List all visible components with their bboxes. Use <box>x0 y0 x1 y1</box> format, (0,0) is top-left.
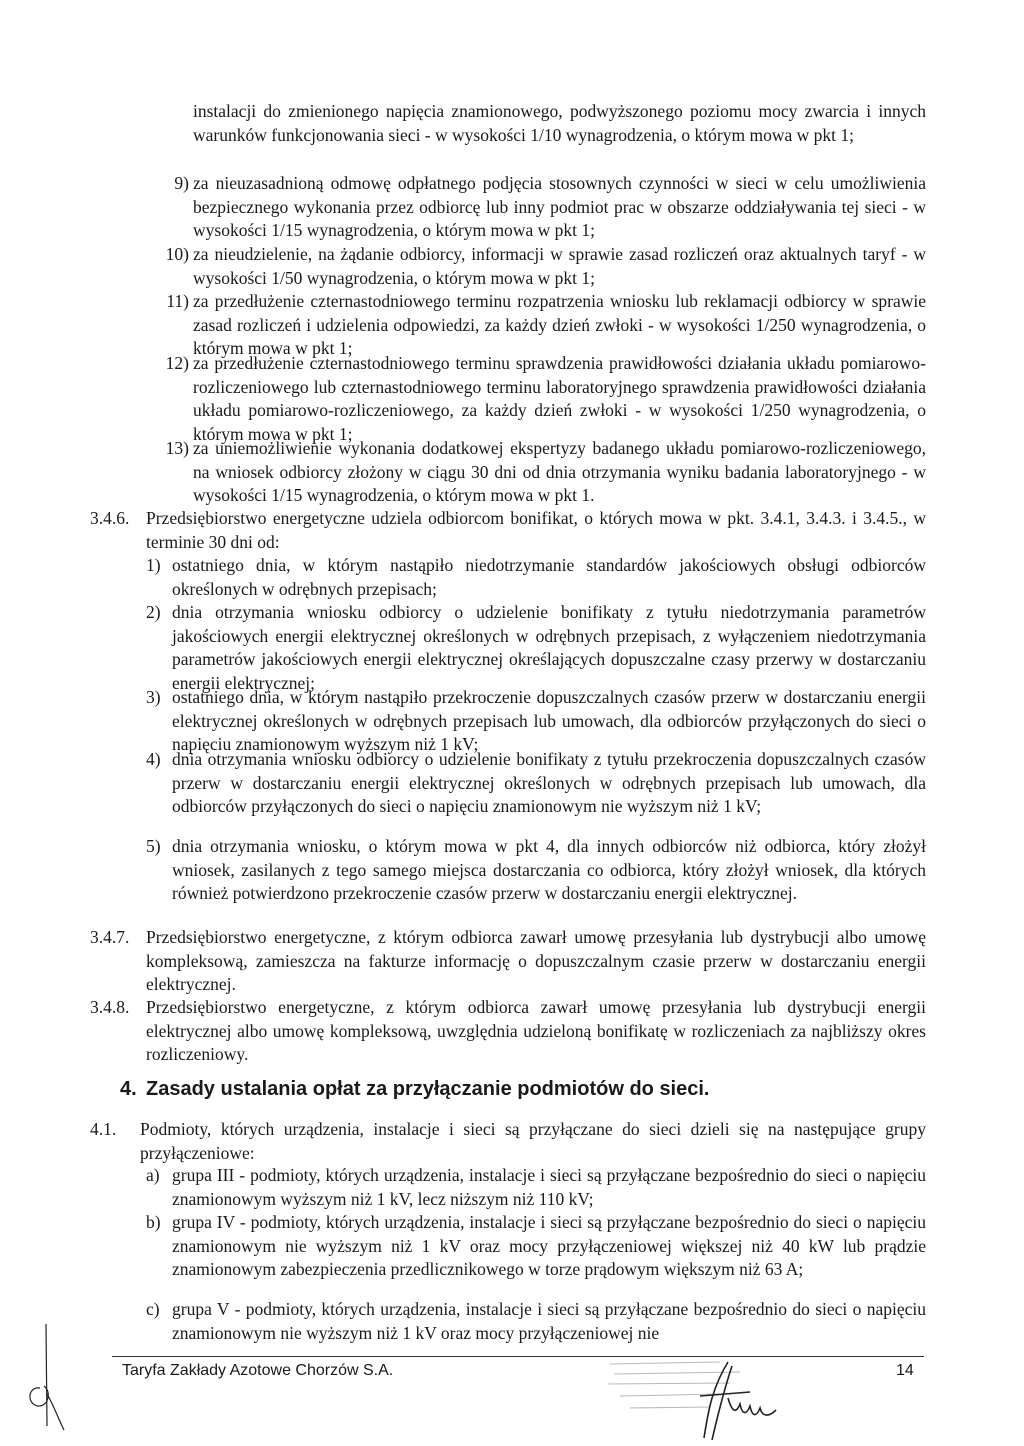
paragraph-number: 3.4.7. <box>90 927 130 947</box>
item-number: a) <box>146 1165 160 1185</box>
item-number: 1) <box>146 555 161 575</box>
item-number: c) <box>146 1299 160 1319</box>
point-text: za uniemożliwienie wykonania dodatkowej ekspertyzy badanego układu pomiarowo-rozliczeniowego, na wniosek odbiorcy złożony w ciągu 30 dni od dnia otrzymania wyniku badania laboratoryjnego - w wysokości 1/15 wynagrodzenia, o którym mowa w pkt 1. <box>193 438 926 505</box>
paragraph-text: Przedsiębiorstwo energetyczne udziela odbiorcom bonifikat, o których mowa w pkt. 3.4.1, 3.4.3. i 3.4.5., w terminie 30 dni od: <box>146 508 926 552</box>
point-text: za przedłużenie czternastodniowego terminu rozpatrzenia wniosku lub reklamacji odbiorcy w sprawie zasad rozliczeń i udzielenia odpowiedzi, za każdy dzień zwłoki - w wysokości 1/250 wynagrodzenia, o którym mowa w pkt 1; <box>193 291 926 358</box>
item-text: dnia otrzymania wniosku odbiorcy o udzielenie bonifikaty z tytułu przekroczenia dopuszczalnych czasów przerw w dostarczaniu energii elektrycznej określonych w odrębnych przepisach lub umowach, dla odbiorców przyłączonych do sieci o napięciu znamionowym nie wyższym niż 1 kV; <box>172 749 926 816</box>
paragraph-number: 4.1. <box>90 1119 117 1139</box>
item-text: dnia otrzymania wniosku odbiorcy o udzielenie bonifikaty z tytułu niedotrzymania parametrów jakościowych energii elektrycznej określonych w odrębnych przepisach, z wyłączeniem niedotrzymania parametrów jakościowych energii elektrycznej określających dopuszczalne czasy przerwy w dostarczaniu energii elektrycznej; <box>172 602 926 693</box>
item-number: 5) <box>146 836 161 856</box>
footer-title: Taryfa Zakłady Azotowe Chorzów S.A. <box>122 1362 394 1379</box>
point-number: 10) <box>165 244 189 264</box>
continuation-paragraph: instalacji do zmienionego napięcia znamionowego, podwyższonego poziomu mocy zwarcia i innych warunków funkcjonowania sieci - w wysokości 1/10 wynagrodzenia, o którym mowa w pkt 1; <box>193 101 926 145</box>
point-text: za nieuzasadnioną odmowę odpłatnego podjęcia stosownych czynności w sieci w celu umożliwienia bezpiecznego wykonania przez odbiorcę lub inny podmiot prac w obszarze oddziaływania tej sieci - w wysokości 1/15 wynagrodzenia, o którym mowa w pkt 1; <box>193 173 926 240</box>
section-heading <box>120 1076 709 1102</box>
item-number: 2) <box>146 602 161 622</box>
point-text: za nieudzielenie, na żądanie odbiorcy, informacji w sprawie zasad rozliczeń oraz aktualnych taryf - w wysokości 1/50 wynagrodzenia, o którym mowa w pkt 1; <box>193 244 926 288</box>
item-number: 4) <box>146 749 161 769</box>
paragraph-text: Przedsiębiorstwo energetyczne, z którym odbiorca zawarł umowę przesyłania lub dystrybucji albo umowę kompleksową, zamieszcza na fakturze informację o dopuszczalnym czasie przerw w dostarczaniu energii elektrycznej. <box>146 927 926 994</box>
point-number: 9) <box>174 173 189 193</box>
point-number: 11) <box>166 291 189 311</box>
footer-rule <box>112 1356 924 1357</box>
item-text: grupa V - podmioty, których urządzenia, instalacje i sieci są przyłączane bezpośrednio do sieci o napięciu znamionowym nie wyższym niż 1 kV oraz mocy przyłączeniowej nie <box>172 1299 926 1343</box>
point-number: 13) <box>165 438 189 458</box>
paragraph-text: Podmioty, których urządzenia, instalacje i sieci są przyłączane do sieci dzieli się na następujące grupy przyłączeniowe: <box>140 1119 926 1163</box>
stamp-signature <box>600 1352 800 1442</box>
item-number: 3) <box>146 687 161 707</box>
section-title: Zasady ustalania opłat za przyłączanie podmiotów do sieci. <box>146 1078 710 1100</box>
paragraph-number: 3.4.8. <box>90 997 130 1017</box>
paragraph-number: 3.4.6. <box>90 508 130 528</box>
section-number: 4. <box>120 1078 137 1100</box>
initials-mark <box>18 1322 78 1432</box>
paragraph-text: Przedsiębiorstwo energetyczne, z którym odbiorca zawarł umowę przesyłania lub dystrybucji energii elektrycznej albo umowę kompleksową, uwzględnia udzieloną bonifikatę w rozliczeniach za najbliższy okres rozliczeniowy. <box>146 997 926 1064</box>
page-number: 14 <box>896 1362 914 1379</box>
item-text: grupa III - podmioty, których urządzenia, instalacje i sieci są przyłączane bezpośrednio do sieci o napięciu znamionowym wyższym niż 1 kV, lecz niższym niż 110 kV; <box>172 1165 926 1209</box>
point-number: 12) <box>165 353 189 373</box>
item-number: b) <box>146 1212 161 1232</box>
item-text: dnia otrzymania wniosku, o którym mowa w pkt 4, dla innych odbiorców niż odbiorca, który złożył wniosek, zasilanych z tego samego miejsca dostarczania co odbiorca, który złożył wniosek, dla których również potwierdzono przekroczenie czasów przerw w dostarczaniu energii elektrycznej. <box>172 836 926 903</box>
point-text: za przedłużenie czternastodniowego terminu sprawdzenia prawidłowości działania układu pomiarowo-rozliczeniowego lub czternastodniowego terminu laboratoryjnego sprawdzenia prawidłowości działania układu pomiarowo-rozliczeniowego, za każdy dzień zwłoki - w wysokości 1/250 wynagrodzenia, o którym mowa w pkt 1; <box>193 353 926 444</box>
item-text: grupa IV - podmioty, których urządzenia, instalacje i sieci są przyłączane bezpośrednio do sieci o napięciu znamionowym nie wyższym niż 1 kV oraz mocy przyłączeniowej większej niż 40 kW lub prądzie znamionowym zabezpieczenia przedlicznikowego w torze prądowym większym niż 63 A; <box>172 1212 926 1279</box>
item-text: ostatniego dnia, w którym nastąpiło przekroczenie dopuszczalnych czasów przerw w dostarczaniu energii elektrycznej określonych w odrębnych przepisach lub umowach, dla odbiorców przyłączonych do sieci o napięciu znamionowym wyższym niż 1 kV; <box>172 687 926 754</box>
item-text: ostatniego dnia, w którym nastąpiło niedotrzymanie standardów jakościowych obsługi odbiorców określonych w odrębnych przepisach; <box>172 555 926 599</box>
